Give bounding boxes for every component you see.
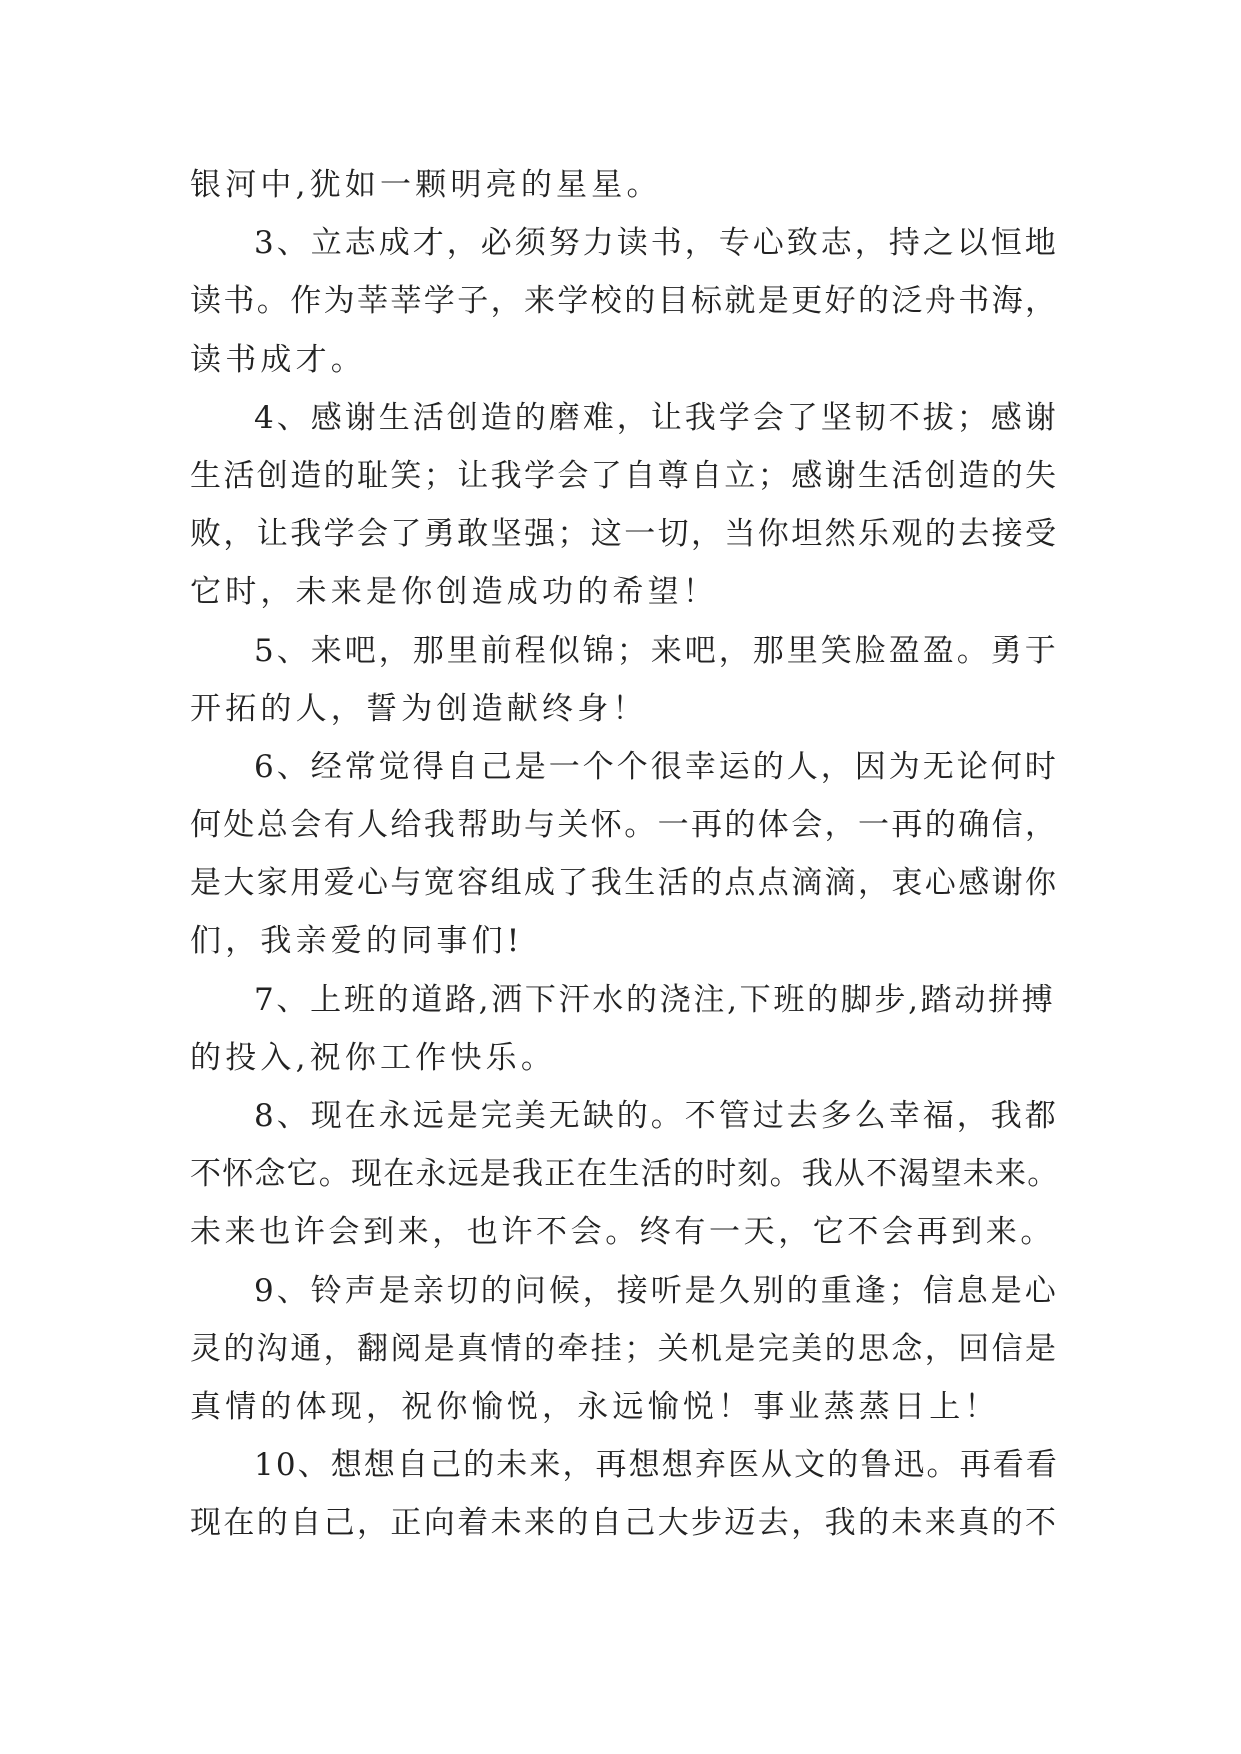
text-line: 何处总会有人给我帮助与关怀。一再的体会，一再的确信， [190, 807, 1059, 844]
text-line: 4、感谢生活创造的磨难，让我学会了坚韧不拔；感谢 [254, 399, 1059, 436]
text-line: 读书。作为莘莘学子，来学校的目标就是更好的泛舟书海， [190, 283, 1059, 320]
text-line: 不怀念它。现在永远是我正在生活的时刻。我从不渴望未来。 [190, 1156, 1060, 1193]
text-line: 读书成才。 [190, 341, 366, 378]
text-line: 它时，未来是你创造成功的希望！ [190, 574, 718, 611]
text-line: 未来也许会到来，也许不会。终有一天，它不会再到来。 [190, 1214, 1055, 1251]
text-line: 银河中,犹如一颗明亮的星星。 [190, 167, 662, 203]
text-line: 败，让我学会了勇敢坚强；这一切，当你坦然乐观的去接受 [190, 516, 1059, 553]
text-line: 6、经常觉得自己是一个个很幸运的人，因为无论何时 [254, 748, 1059, 785]
text-line: 7、上班的道路,洒下汗水的浇注,下班的脚步,踏动拼搏 [254, 981, 1056, 1018]
text-line: 真情的体现，祝你愉悦，永远愉悦！事业蒸蒸日上！ [190, 1388, 1000, 1425]
text-line: 生活创造的耻笑；让我学会了自尊自立；感谢生活创造的失 [190, 457, 1059, 494]
text-line: 5、来吧，那里前程似锦；来吧，那里笑脸盈盈。勇于 [254, 632, 1059, 669]
text-line: 是大家用爱心与宽容组成了我生活的点点滴滴，衷心感谢你 [190, 865, 1059, 902]
text-line: 灵的沟通，翻阅是真情的牵挂；关机是完美的思念，回信是 [190, 1330, 1059, 1367]
document-body [190, 156, 1060, 1553]
text-line: 3、立志成才，必须努力读书，专心致志，持之以恒地 [254, 225, 1059, 262]
text-line: 现在的自己，正向着未来的自己大步迈去，我的未来真的不 [190, 1505, 1059, 1542]
text-line: 9、铃声是亲切的问候，接听是久别的重逢；信息是心 [254, 1272, 1059, 1309]
text-line: 开拓的人，誓为创造献终身！ [190, 690, 648, 727]
text-line: 的投入,祝你工作快乐。 [190, 1039, 557, 1076]
text-line: 10、想想自己的未来，再想想弃医从文的鲁迅。再看看 [254, 1447, 1059, 1484]
text-line: 们，我亲爱的同事们! [190, 923, 524, 960]
text-line: 8、现在永远是完美无缺的。不管过去多么幸福，我都 [254, 1098, 1059, 1134]
